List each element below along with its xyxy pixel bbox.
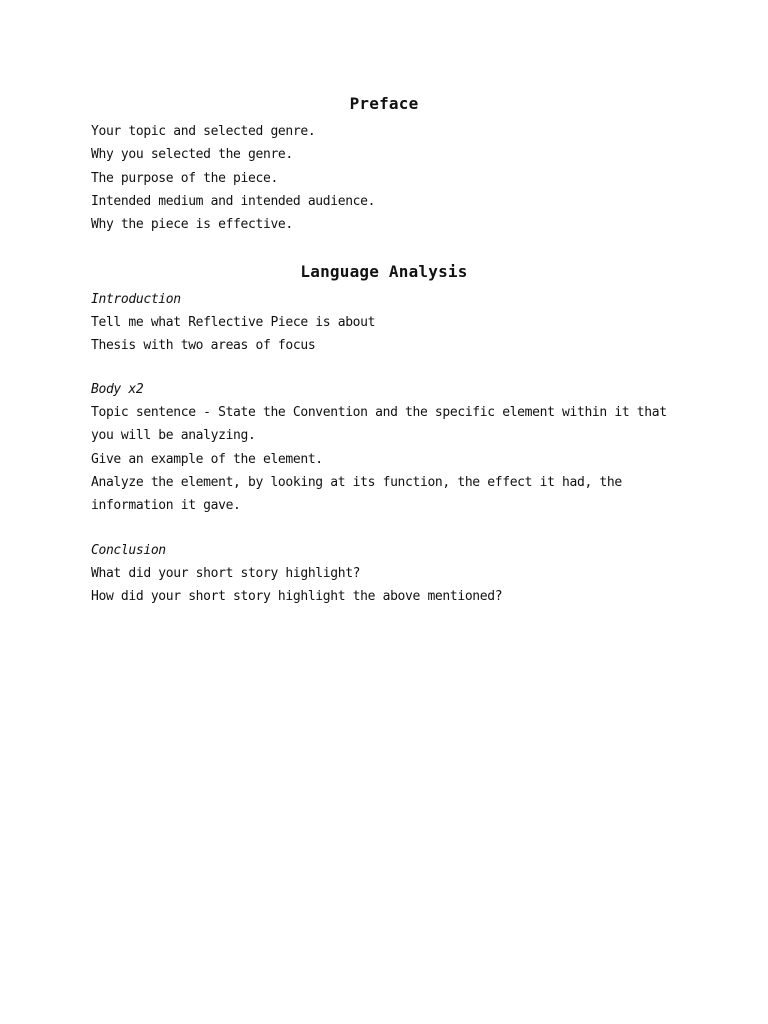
introduction-label: Introduction xyxy=(91,292,181,307)
conclusion-section xyxy=(91,539,691,609)
preface-list xyxy=(91,120,691,236)
preface-line: Your topic and selected genre. xyxy=(91,124,316,139)
body-label: Body x2 xyxy=(91,382,144,397)
introduction-line: Tell me what Reflective Piece is about xyxy=(91,315,376,330)
body-line: you will be analyzing. xyxy=(91,428,256,444)
body-line: information it gave. xyxy=(91,498,241,514)
body-line: Give an example of the element. xyxy=(91,451,323,467)
introduction-line: Thesis with two areas of focus xyxy=(91,338,316,354)
preface-line: Why the piece is effective. xyxy=(91,217,293,233)
introduction-section xyxy=(91,288,691,358)
conclusion-line: How did your short story highlight the above mentioned? xyxy=(91,589,503,605)
preface-line: Intended medium and intended audience. xyxy=(91,193,376,209)
body-line: Topic sentence - State the Convention and the specific element within it that xyxy=(91,405,667,420)
body-section xyxy=(91,378,691,517)
preface-line: Why you selected the genre. xyxy=(91,147,293,163)
preface-line: The purpose of the piece. xyxy=(91,170,278,186)
conclusion-line: What did your short story highlight? xyxy=(91,566,361,581)
language-analysis-heading: Language Analysis xyxy=(300,262,468,281)
preface-heading: Preface xyxy=(349,94,419,113)
conclusion-label: Conclusion xyxy=(91,543,166,558)
body-line: Analyze the element, by looking at its function, the effect it had, the xyxy=(91,474,622,490)
